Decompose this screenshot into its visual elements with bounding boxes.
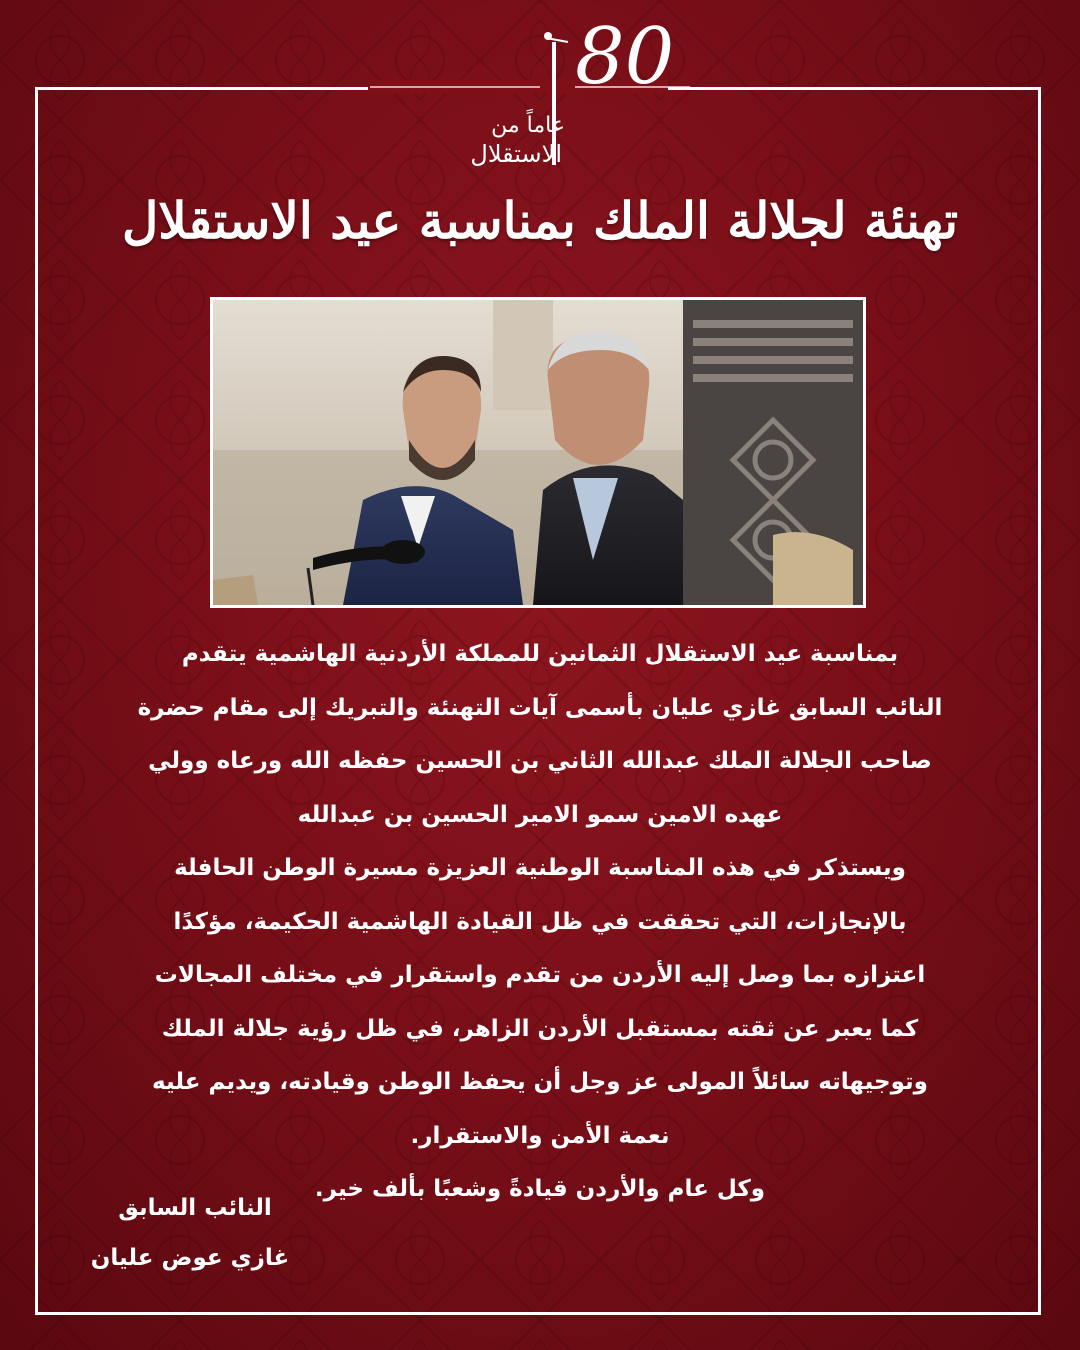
message-line: كما يعبر عن ثقته بمستقبل الأردن الزاهر، في ظل رؤية جلالة الملك [161, 1015, 919, 1042]
signature-role: النائب السابق [118, 1195, 272, 1221]
message-line: بالإنجازات، التي تحققت في ظل القيادة الهاشمية الحكيمة، مؤكدًا [173, 908, 907, 935]
message-line: ويستذكر في هذه المناسبة الوطنية العزيزة مسيرة الوطن الحافلة [174, 855, 906, 881]
signature-name: غازي عوض عليان [90, 1245, 290, 1271]
congratulation-message [80, 628, 1000, 1217]
logo-number: 80 [575, 12, 675, 102]
message-line: اعتزازه بما وصل إليه الأردن من تقدم واستقرار في مختلف المجالات [154, 962, 926, 988]
message-line: وكل عام والأردن قيادةً وشعبًا بألف خير. [314, 1176, 766, 1202]
logo-line-1: عاماً من [491, 113, 565, 138]
message-line: النائب السابق غازي عليان بأسمى آيات التهنئة والتبريك إلى مقام حضرة [137, 694, 943, 721]
message-line: عهده الامين سمو الامير الحسين بن عبدالله [297, 801, 783, 828]
message-line: نعمة الأمن والاستقرار. [410, 1122, 670, 1149]
message-line: صاحب الجلالة الملك عبدالله الثاني بن الحسين حفظه الله ورعاه وولي [148, 748, 932, 774]
page-title: تهنئة لجلالة الملك بمناسبة عيد الاستقلال [121, 191, 959, 250]
king-and-crown-prince-photo [210, 297, 866, 608]
message-line: وتوجيهاته سائلاً المولى عز وجل أن يحفظ الوطن وقيادته، ويديم عليه [152, 1069, 928, 1095]
logo-line-2: الاستقلال [470, 140, 562, 168]
message-line: بمناسبة عيد الاستقلال الثمانين للمملكة الأردنية الهاشمية يتقدم [181, 641, 899, 667]
